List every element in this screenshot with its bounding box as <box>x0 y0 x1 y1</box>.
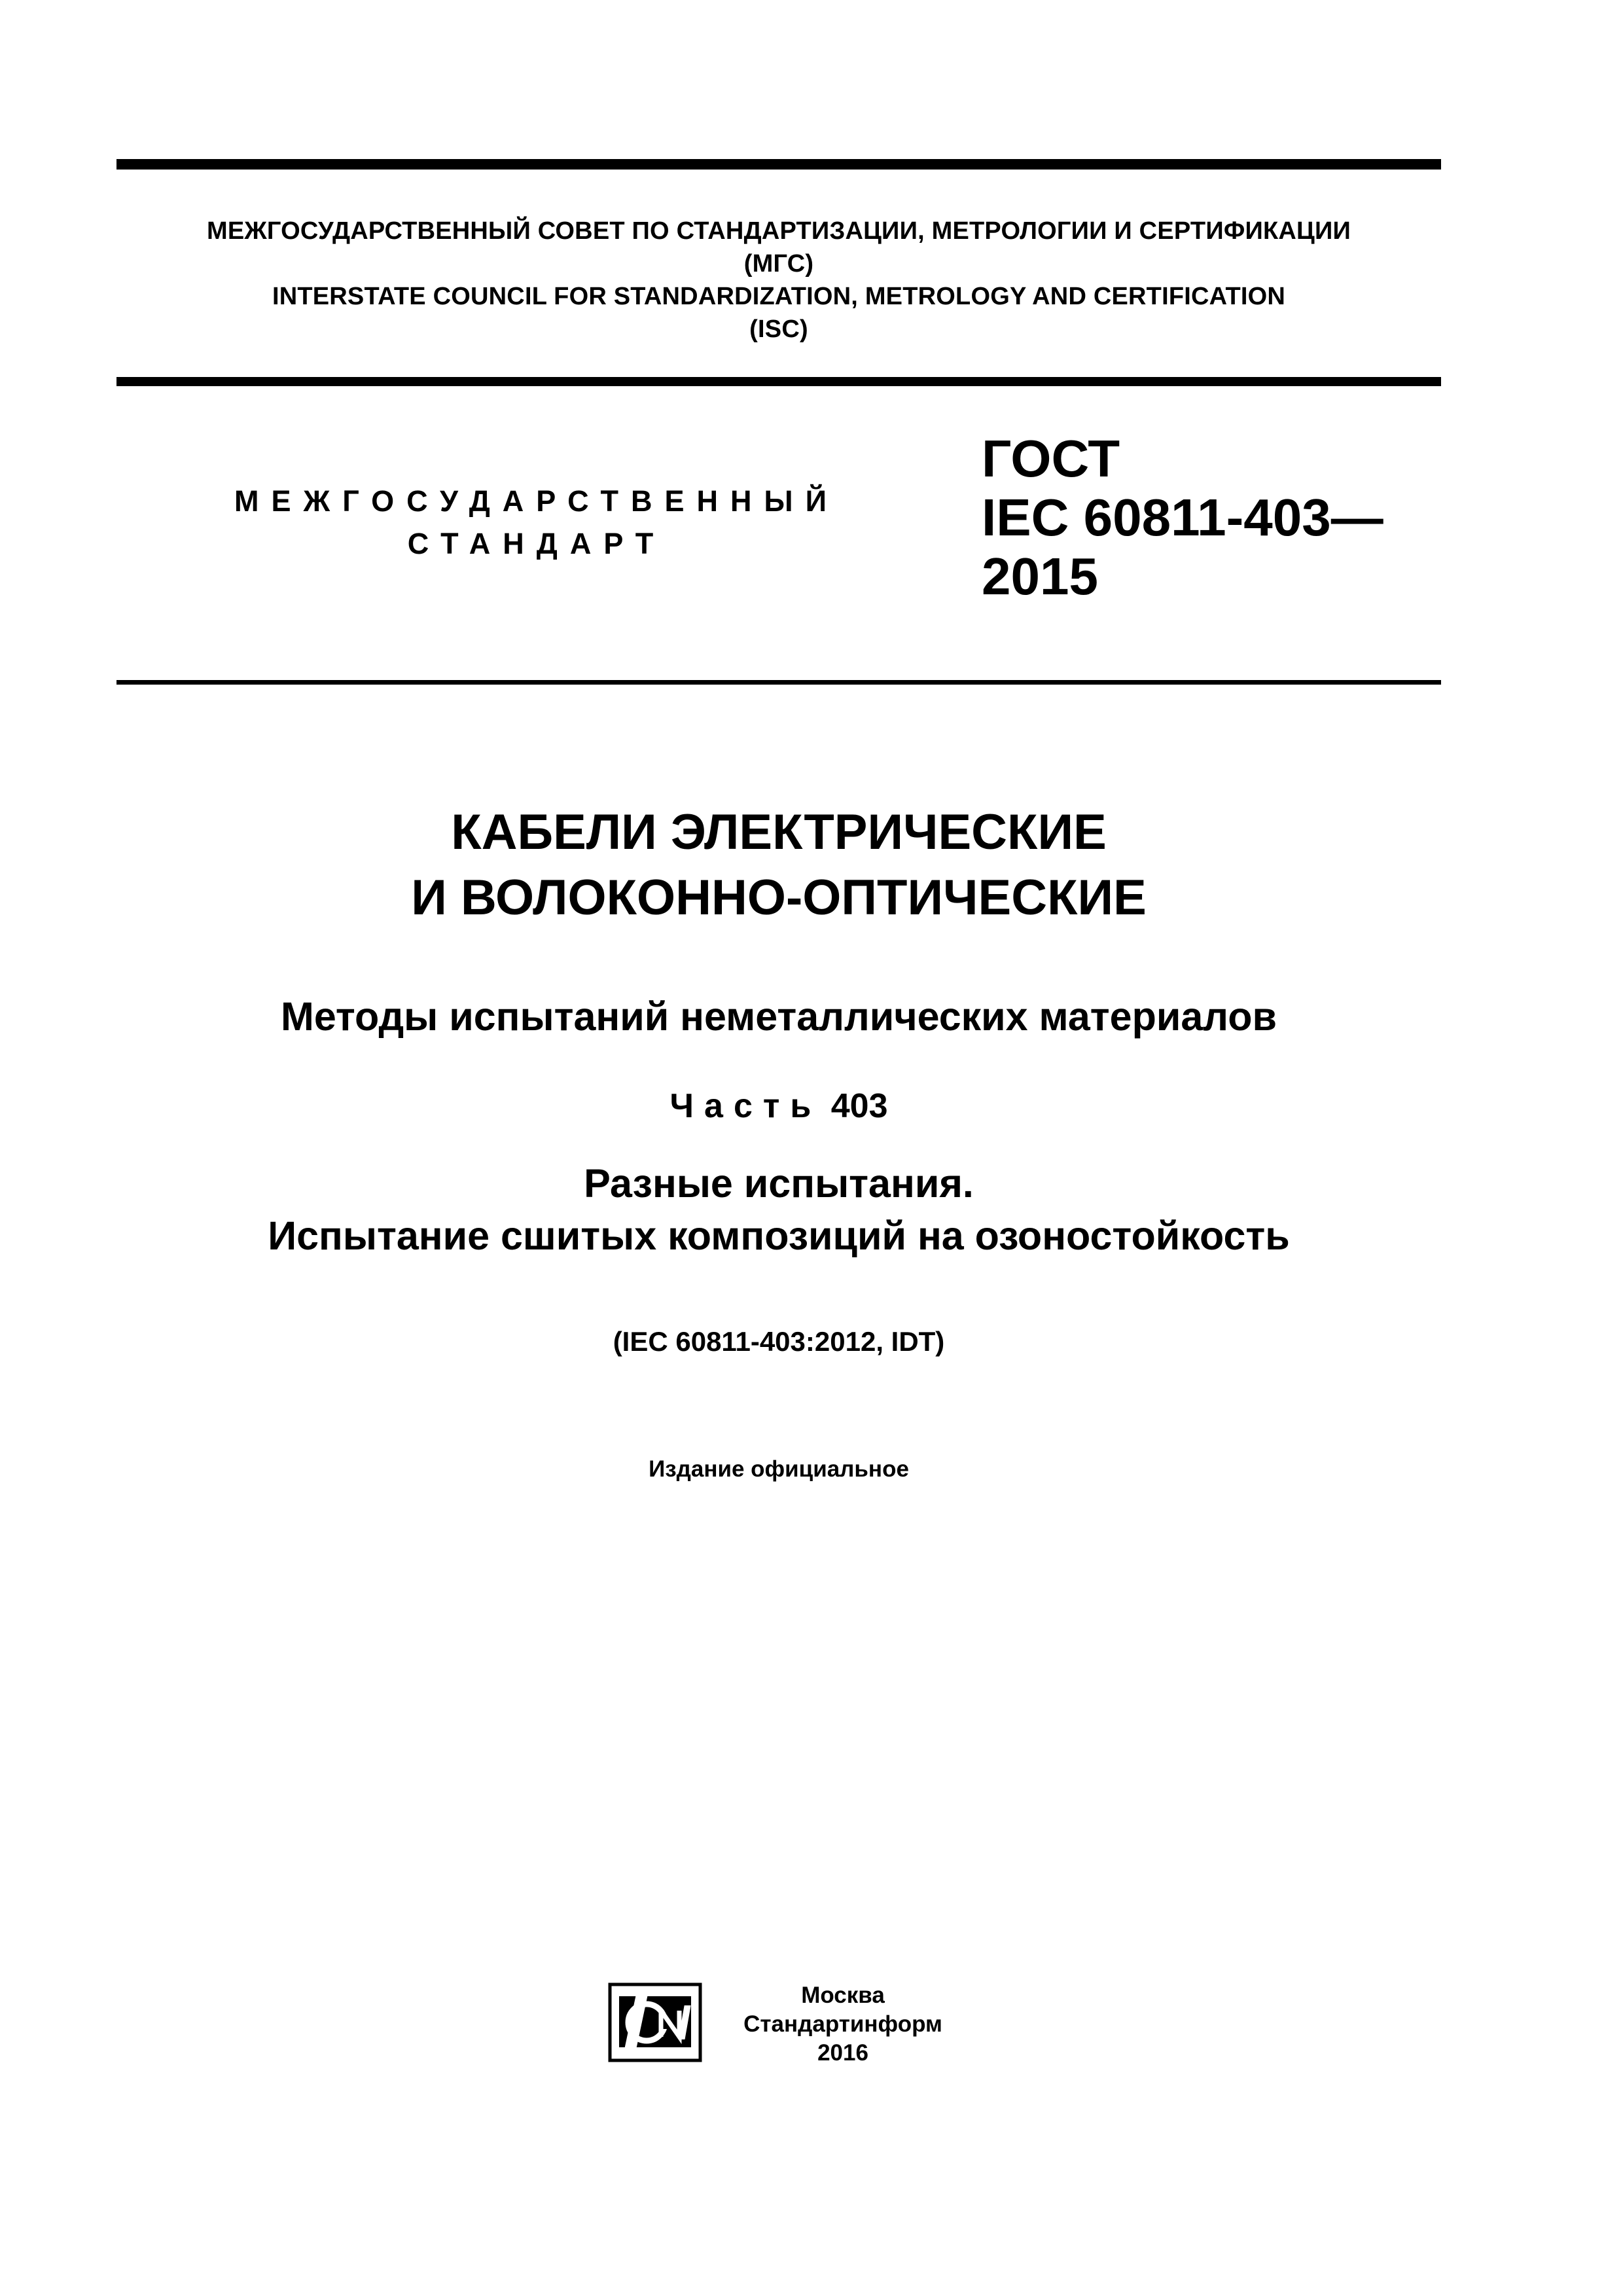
standard-type-line2: СТАНДАРТ <box>407 527 666 560</box>
council-abbr-en: (ISC) <box>749 315 808 343</box>
standard-type <box>164 480 910 565</box>
standard-type-line1: МЕЖГОСУДАРСТВЕННЫЙ <box>234 484 839 518</box>
iec-reference: (IEC 60811-403:2012, IDT) <box>613 1326 945 1357</box>
bottom-divider <box>116 680 1441 685</box>
part-name-line2: Испытание сшитых композиций на озоностойкость <box>268 1213 1290 1258</box>
standard-designation <box>982 429 1383 606</box>
document-title <box>98 800 1459 931</box>
publisher-year: 2016 <box>817 2040 868 2066</box>
part-number: 403 <box>830 1087 888 1125</box>
publisher-block <box>725 1981 961 2068</box>
edition-note: Издание официальное <box>649 1456 909 1482</box>
council-name-en: INTERSTATE COUNCIL FOR STANDARDIZATION, METROLOGY AND CERTIFICATION <box>272 283 1286 310</box>
publisher-city: Москва <box>801 1982 885 2008</box>
designation-line2: IEC 60811-403— <box>982 488 1383 547</box>
council-abbr-ru: (МГС) <box>743 250 814 278</box>
title-line1: КАБЕЛИ ЭЛЕКТРИЧЕСКИЕ <box>451 804 1107 860</box>
top-divider <box>116 159 1441 170</box>
part-heading <box>98 1083 1459 1129</box>
middle-divider <box>116 377 1441 386</box>
document-subtitle: Методы испытаний неметаллических материалов <box>281 994 1277 1039</box>
part-name <box>98 1157 1459 1262</box>
title-line2: И ВОЛОКОННО-ОПТИЧЕСКИЕ <box>411 870 1147 925</box>
standartinform-logo-icon <box>607 1982 703 2063</box>
council-header <box>116 215 1441 346</box>
part-name-line1: Разные испытания. <box>584 1161 974 1206</box>
council-name-ru: МЕЖГОСУДАРСТВЕННЫЙ СОВЕТ ПО СТАНДАРТИЗАЦИИ, МЕТРОЛОГИИ И СЕРТИФИКАЦИИ <box>206 217 1351 245</box>
designation-line3: 2015 <box>982 547 1098 605</box>
part-word: Часть <box>669 1087 822 1125</box>
publisher-name: Стандартинформ <box>743 2011 942 2037</box>
designation-line1: ГОСТ <box>982 429 1120 488</box>
